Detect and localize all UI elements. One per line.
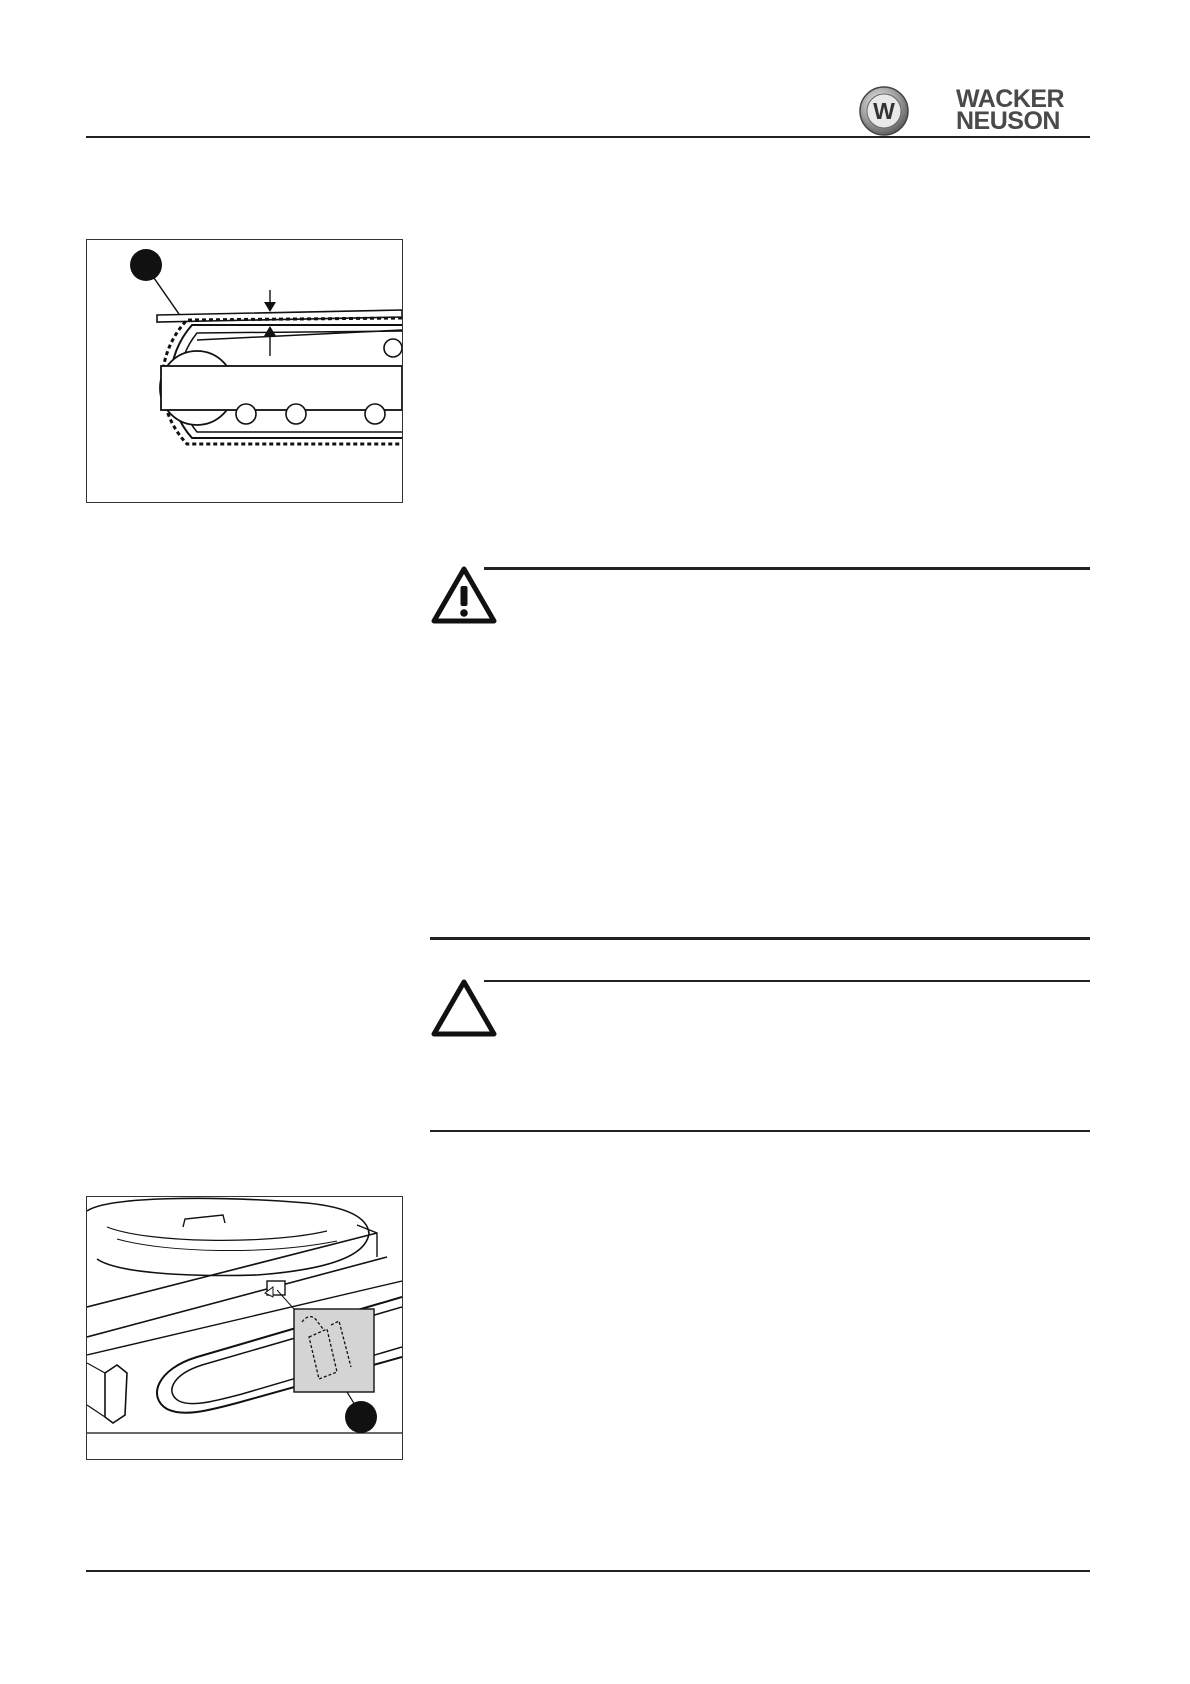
caution-bottom-rule [430, 1130, 1090, 1132]
track-sag-diagram-icon [87, 240, 402, 502]
header-rule [86, 136, 1090, 138]
grease-gun-diagram-icon [87, 1197, 402, 1459]
svg-text:W: W [873, 98, 895, 124]
caution-top-rule [484, 980, 1090, 982]
warning-bottom-rule [430, 937, 1090, 940]
caution-triangle-icon [431, 978, 497, 1038]
wacker-neuson-logo-mark-icon [858, 86, 910, 136]
logo-text-wacker: WACKER [956, 85, 1065, 113]
warning-exclamation-icon [431, 565, 497, 625]
footer-rule [86, 1570, 1090, 1572]
warning-top-rule [484, 567, 1090, 570]
logo-text-neuson: NEUSON [956, 107, 1060, 135]
track-tension-figure [86, 239, 403, 503]
grease-fitting-figure [86, 1196, 403, 1460]
